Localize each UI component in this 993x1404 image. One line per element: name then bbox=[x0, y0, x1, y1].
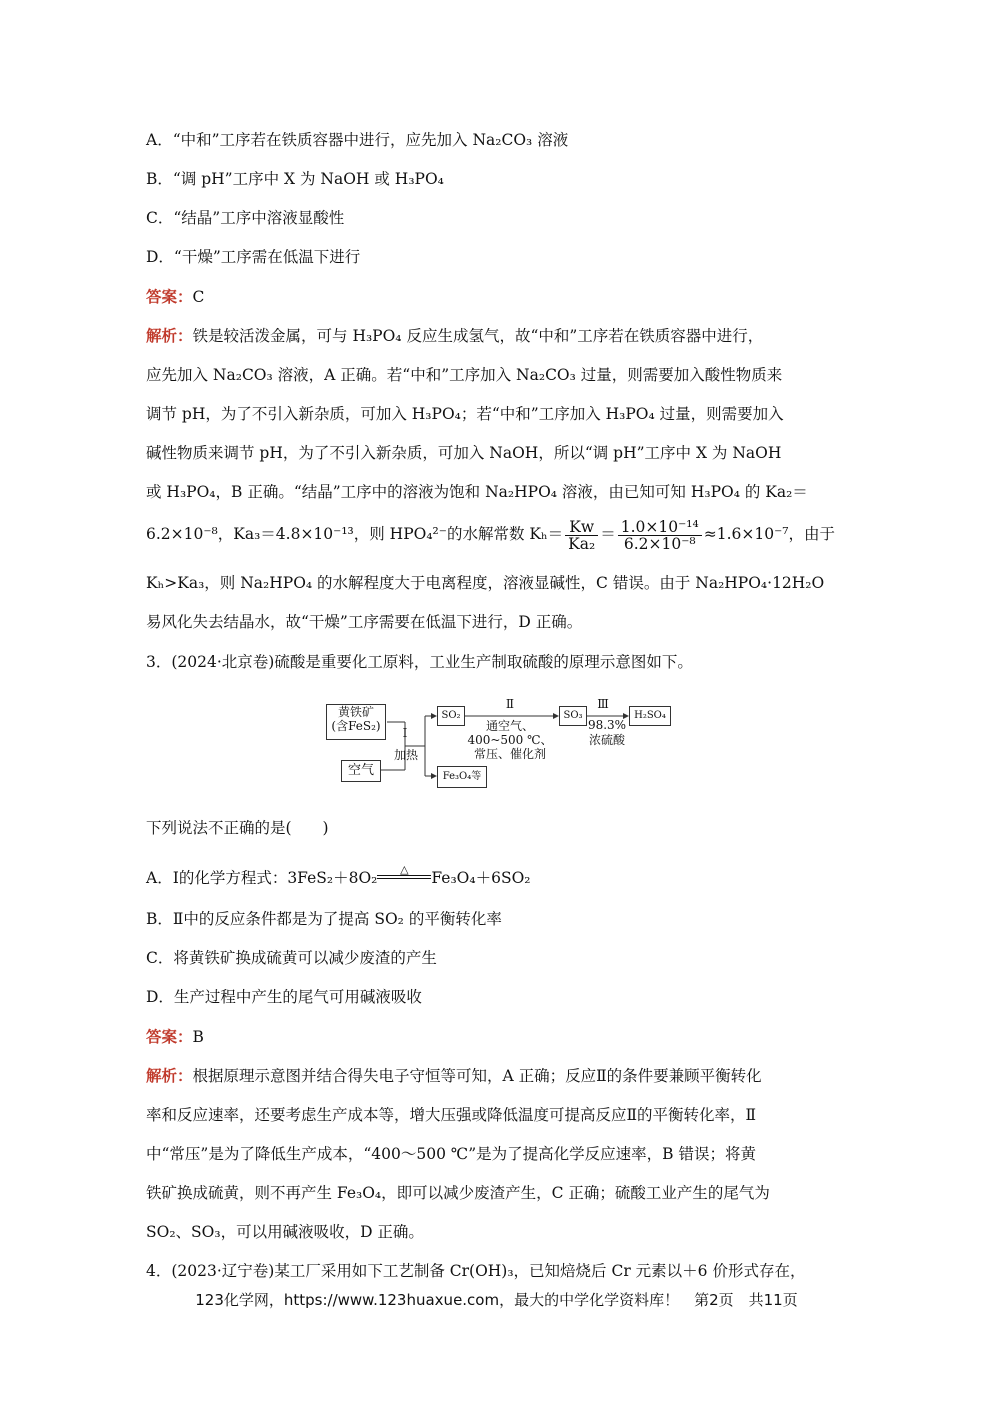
analysis-text: ≈1.6×10⁻⁷，由于 bbox=[703, 525, 835, 543]
answer-value: B bbox=[192, 1028, 204, 1046]
h2so4-box: H₂SO₄ bbox=[629, 706, 671, 726]
equation-right: Fe₃O₄＋6SO₂ bbox=[431, 869, 531, 887]
q2-analysis-line-1 bbox=[146, 326, 763, 346]
q3-answer bbox=[146, 1027, 204, 1047]
q3-stem: 3．(2024·北京卷)硫酸是重要化工原料，工业生产制取硫酸的原理示意图如下。 bbox=[146, 653, 693, 671]
value-fraction bbox=[618, 519, 702, 552]
so3-box: SO₃ bbox=[559, 706, 587, 726]
q3-option-a bbox=[146, 863, 531, 888]
q2-option-d: D．“干燥”工序需在低温下进行 bbox=[146, 248, 361, 266]
q3-analysis-line-2: 率和反应速率，还要考虑生产成本等，增大压强或降低温度可提高反应Ⅱ的平衡转化率，Ⅱ bbox=[146, 1106, 757, 1124]
q3-analysis-line-3: 中“常压”是为了降低生产成本，“400～500 ℃”是为了提高化学反应速率，B 错误；将黄 bbox=[146, 1145, 756, 1163]
sulfuric-acid-process-diagram bbox=[325, 697, 675, 792]
step-3-label: Ⅲ bbox=[597, 697, 609, 711]
q2-option-b: B．“调 pH”工序中 X 为 NaOH 或 H₃PO₄ bbox=[146, 170, 444, 188]
double-line bbox=[377, 875, 431, 879]
q2-analysis-line-5: 或 H₃PO₄，B 正确。“结晶”工序中的溶液为饱和 Na₂HPO₄ 溶液，由已知可知 H₃PO₄ 的 Ka₂＝ bbox=[146, 483, 808, 501]
q2-analysis-line-7: Kₕ>Ka₃，则 Na₂HPO₄ 的水解程度大于电离程度，溶液显碱性，C 错误。由于 Na₂HPO₄·12H₂O bbox=[146, 574, 825, 592]
fraction-numerator: Kw bbox=[565, 519, 598, 536]
condition-temperature: 400~500 ℃、 bbox=[467, 733, 553, 747]
q2-analysis-line-2: 应先加入 Na₂CO₃ 溶液，A 正确。若“中和”工序加入 Na₂CO₃ 过量，则需要加入酸性物质来 bbox=[146, 366, 783, 384]
heat-symbol: △ bbox=[400, 863, 409, 876]
q3-analysis-line-4: 铁矿换成硫黄，则不再产生 Fe₃O₄，即可以减少废渣产生，C 正确；硫酸工业产生的尾气为 bbox=[146, 1184, 770, 1202]
fraction-numerator: 1.0×10⁻¹⁴ bbox=[618, 519, 702, 536]
pyrite-box bbox=[326, 704, 386, 740]
heat-label: 加热 bbox=[393, 748, 418, 762]
analysis-text: 6.2×10⁻⁸，Ka₃＝4.8×10⁻¹³，则 HPO₄²⁻的水解常数 Kₕ＝ bbox=[146, 525, 564, 543]
air-box: 空气 bbox=[341, 760, 381, 782]
q2-option-c: C．“结晶”工序中溶液显酸性 bbox=[146, 209, 345, 227]
equation-left: A．Ⅰ的化学方程式：3FeS₂＋8O₂ bbox=[146, 869, 378, 887]
analysis-label: 解析： bbox=[146, 1066, 193, 1085]
condition-air: 通空气、 bbox=[485, 719, 534, 733]
q3-option-b: B．Ⅱ中的反应条件都是为了提高 SO₂ 的平衡转化率 bbox=[146, 910, 502, 928]
analysis-text: 根据原理示意图并结合得失电子守恒等可知，A 正确；反应Ⅱ的条件要兼顾平衡转化 bbox=[192, 1067, 762, 1085]
answer-value: C bbox=[192, 288, 205, 306]
fraction-denominator: Ka₂ bbox=[568, 534, 596, 553]
q3-option-c: C．将黄铁矿换成硫黄可以减少废渣的产生 bbox=[146, 949, 437, 967]
so2-box: SO₂ bbox=[437, 706, 465, 726]
q2-analysis-line-6: 6.2×10⁻⁸，Ka₃＝4.8×10⁻¹³，则 HPO₄²⁻的水解常数 Kₕ＝ $\frac{Kw}{\text{Ka₂}}$ ＝ $\frac{\text{1.0×10⁻¹⁴}}{\text{6.2×10⁻⁸}}$ ≈1.6×10⁻⁷，由于 bbox=[146, 517, 835, 553]
q3-analysis-line-5: SO₂、SO₃，可以用碱液吸收，D 正确。 bbox=[146, 1223, 424, 1241]
step-2-label: Ⅱ bbox=[505, 697, 515, 711]
condition-pressure-catalyst: 常压、催化剂 bbox=[473, 747, 546, 761]
q2-answer bbox=[146, 287, 204, 307]
acid-name: 浓硫酸 bbox=[588, 733, 625, 747]
answer-label: 答案： bbox=[146, 1027, 193, 1046]
q2-option-a: A．“中和”工序若在铁质容器中进行，应先加入 Na₂CO₃ 溶液 bbox=[146, 131, 569, 149]
kh-fraction bbox=[565, 519, 598, 552]
q4-stem: 4．(2023·辽宁卷)某工厂采用如下工艺制备 Cr(OH)₃，已知焙烧后 Cr 元素以＋6 价形式存在， bbox=[146, 1262, 806, 1280]
page-footer: 123化学网，https://www.123huaxue.com，最大的中学化学资料库！ 第2页 共11页 bbox=[195, 1291, 798, 1309]
q2-analysis-line-8: 易风化失去结晶水，故“干燥”工序需要在低温下进行，D 正确。 bbox=[146, 613, 583, 631]
answer-label: 答案： bbox=[146, 287, 193, 306]
q3-option-d: D．生产过程中产生的尾气可用碱液吸收 bbox=[146, 988, 422, 1006]
step-1-label: Ⅰ bbox=[402, 726, 408, 740]
pyrite-label: 黄铁矿 bbox=[337, 705, 374, 719]
fe3o4-box: Fe₃O₄等 bbox=[437, 766, 487, 788]
fraction-denominator: 6.2×10⁻⁸ bbox=[623, 534, 696, 553]
analysis-text: 铁是较活泼金属，可与 H₃PO₄ 反应生成氢气，故“中和”工序若在铁质容器中进行， bbox=[192, 327, 764, 345]
q2-analysis-line-4: 碱性物质来调节 pH，为了不引入新杂质，可加入 NaOH，所以“调 pH”工序中 X 为 NaOH bbox=[146, 444, 782, 462]
pyrite-formula: (含FeS₂) bbox=[331, 719, 381, 733]
acid-concentration: 98.3% bbox=[587, 718, 627, 732]
q2-analysis-line-3: 调节 pH，为了不引入新杂质，可加入 H₃PO₄；若“中和”工序加入 H₃PO₄ 过量，则需要加入 bbox=[146, 405, 784, 423]
reaction-arrow bbox=[377, 863, 431, 888]
q3-analysis-line-1 bbox=[146, 1066, 762, 1086]
analysis-label: 解析： bbox=[146, 326, 193, 345]
q3-question: 下列说法不正确的是( ) bbox=[146, 819, 329, 837]
